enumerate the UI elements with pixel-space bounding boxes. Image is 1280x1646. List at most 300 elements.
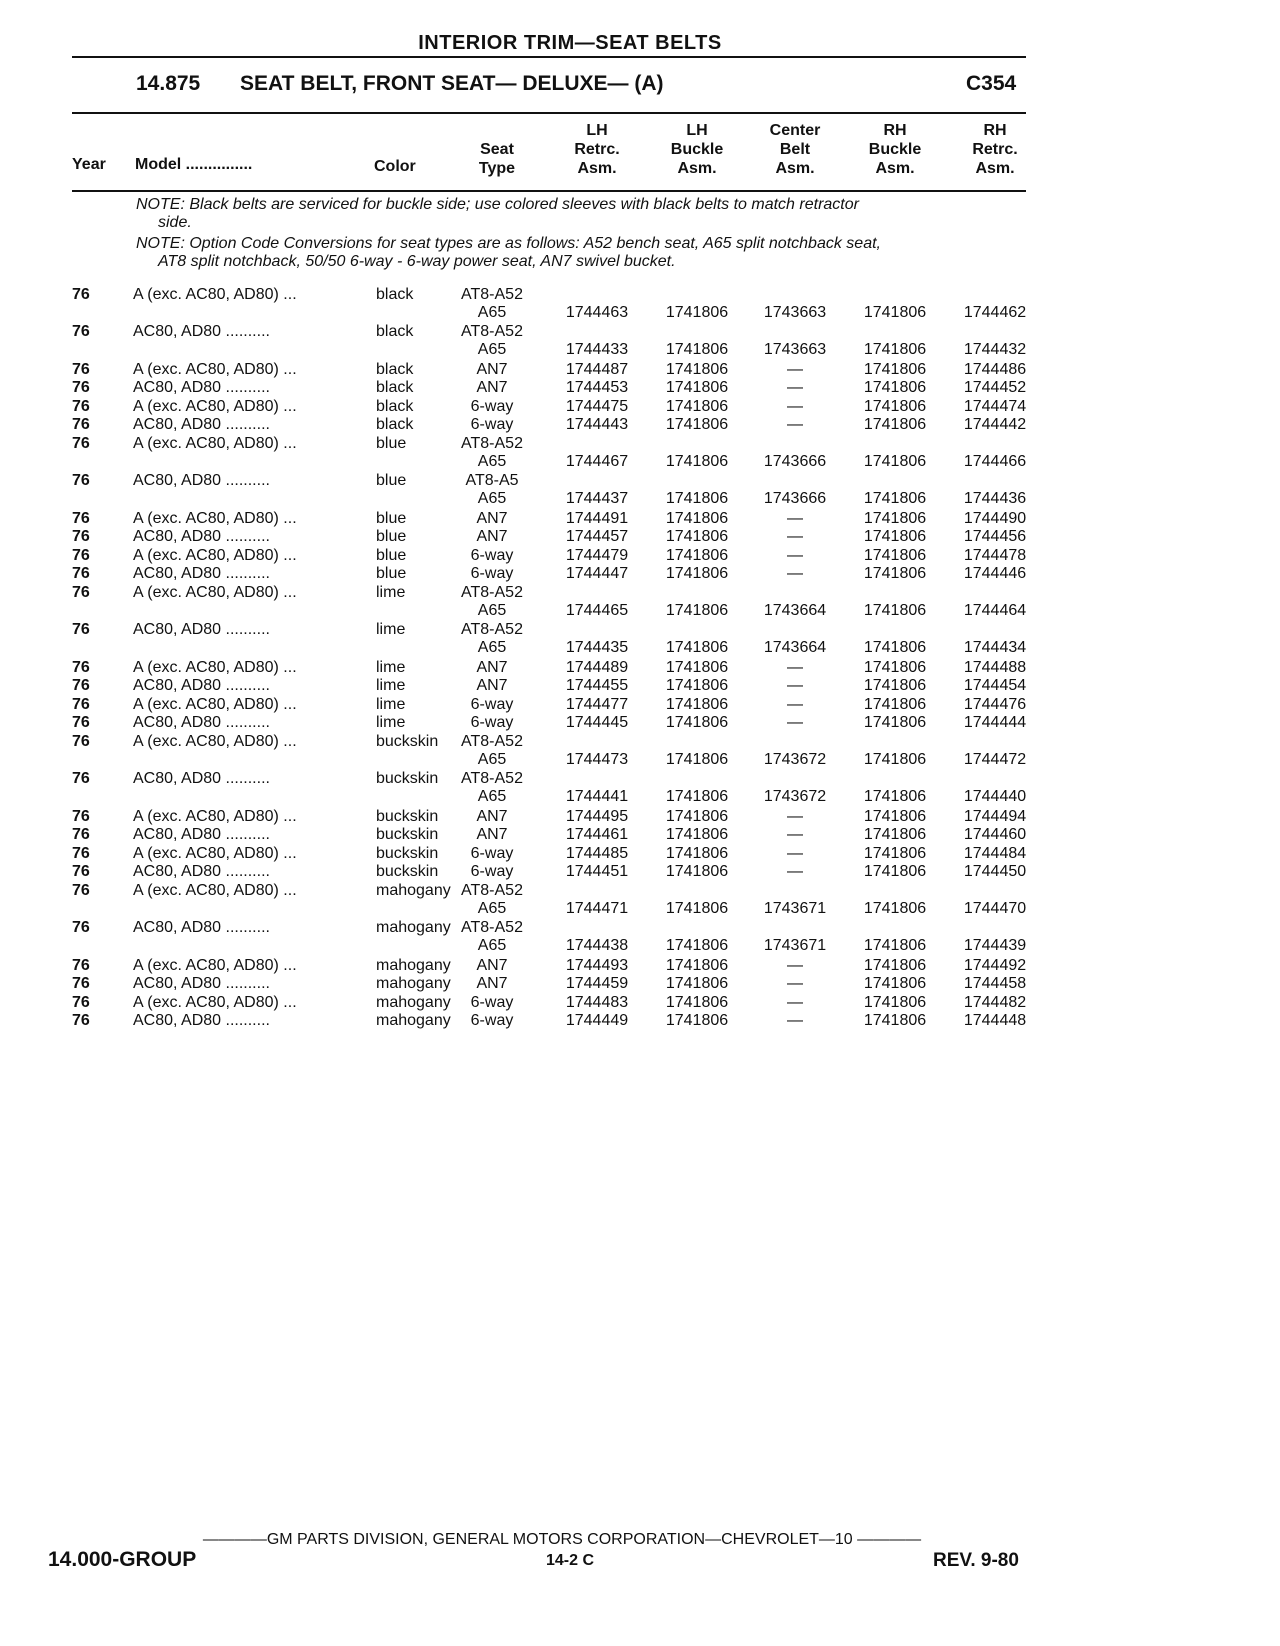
row-model: A (exc. AC80, AD80) ... <box>133 882 297 899</box>
note-line: side. <box>158 214 192 231</box>
table-row <box>0 323 1280 359</box>
row-center-belt: — <box>787 826 803 844</box>
row-color: blue <box>376 435 407 452</box>
row-lh-retractor: 1744438 <box>565 937 629 955</box>
table-row <box>0 286 1280 322</box>
col-lh-retrc: LH Retrc. Asm. <box>574 122 620 177</box>
row-lh-retractor: 1744435 <box>565 639 629 657</box>
row-color: mahogany <box>376 882 451 899</box>
row-color: lime <box>376 695 406 713</box>
row-year: 76 <box>72 658 90 676</box>
row-center-belt: — <box>787 360 803 378</box>
row-rh-retractor: 1744439 <box>963 937 1027 955</box>
row-year: 76 <box>72 956 90 974</box>
col-rh-retrc: RH Retrc. Asm. <box>972 122 1018 177</box>
row-seat-type-alt: A65 <box>477 788 507 806</box>
row-lh-retractor: 1744465 <box>565 602 629 619</box>
row-seat-type: AN7 <box>476 807 508 825</box>
row-lh-retractor: 1744451 <box>565 863 629 881</box>
row-lh-buckle: 1741806 <box>665 714 729 732</box>
row-lh-buckle: 1741806 <box>665 304 729 321</box>
footer-line: ————GM PARTS DIVISION, GENERAL MOTORS CORPORATION—CHEVROLET—10 ———— <box>202 1531 922 1548</box>
row-color: mahogany <box>376 919 451 937</box>
row-color: buckskin <box>376 826 439 844</box>
row-model: A (exc. AC80, AD80) ... <box>133 286 297 303</box>
row-color: mahogany <box>376 975 451 993</box>
row-rh-retractor: 1744454 <box>963 677 1027 695</box>
row-rh-retractor: 1744450 <box>963 863 1027 881</box>
row-rh-retractor: 1744478 <box>963 546 1027 564</box>
row-lh-retractor: 1744483 <box>565 993 629 1011</box>
row-color: blue <box>376 528 407 546</box>
row-lh-retractor: 1744463 <box>565 304 629 321</box>
row-rh-buckle: 1741806 <box>863 304 927 321</box>
row-rh-buckle: 1741806 <box>863 695 927 713</box>
row-center-belt: — <box>787 807 803 825</box>
row-rh-buckle: 1741806 <box>863 993 927 1011</box>
row-color: lime <box>376 714 406 732</box>
row-color: blue <box>376 565 407 583</box>
row-lh-buckle: 1741806 <box>665 695 729 713</box>
row-seat-type: AT8-A52 <box>461 882 523 899</box>
row-model: A (exc. AC80, AD80) ... <box>133 509 297 527</box>
row-center-belt: — <box>787 509 803 527</box>
row-color: mahogany <box>376 993 451 1011</box>
row-color: blue <box>376 509 407 527</box>
row-lh-buckle: 1741806 <box>665 379 729 397</box>
table-row <box>0 919 1280 955</box>
row-year: 76 <box>72 360 90 378</box>
row-color: buckskin <box>376 844 439 862</box>
row-model: AC80, AD80 .......... <box>133 621 270 639</box>
row-lh-retractor: 1744477 <box>565 695 629 713</box>
row-year: 76 <box>72 286 90 303</box>
row-lh-buckle: 1741806 <box>665 397 729 415</box>
row-rh-buckle: 1741806 <box>863 677 927 695</box>
row-rh-retractor: 1744490 <box>963 509 1027 527</box>
row-lh-retractor: 1744467 <box>565 453 629 470</box>
row-rh-retractor: 1744488 <box>963 658 1027 676</box>
row-rh-retractor: 1744472 <box>963 751 1027 768</box>
row-lh-buckle: 1741806 <box>665 453 729 470</box>
row-rh-buckle: 1741806 <box>863 360 927 378</box>
row-rh-retractor: 1744434 <box>963 639 1027 657</box>
row-seat-type: AT8-A52 <box>461 435 523 452</box>
row-model: A (exc. AC80, AD80) ... <box>133 695 297 713</box>
row-model: AC80, AD80 .......... <box>133 528 270 546</box>
row-lh-buckle: 1741806 <box>665 956 729 974</box>
row-color: blue <box>376 472 407 490</box>
row-year: 76 <box>72 528 90 546</box>
footer-page-number: 14-2 C <box>545 1552 595 1569</box>
row-rh-buckle: 1741806 <box>863 639 927 657</box>
row-color: blue <box>376 546 407 564</box>
row-model: AC80, AD80 .......... <box>133 714 270 732</box>
row-color: buckskin <box>376 770 439 788</box>
col-lh-buckle: LH Buckle Asm. <box>670 122 724 177</box>
col-color: Color <box>374 158 416 175</box>
col-rh-buckle: RH Buckle Asm. <box>868 122 922 177</box>
row-lh-retractor: 1744433 <box>565 341 629 359</box>
row-model: A (exc. AC80, AD80) ... <box>133 435 297 452</box>
row-year: 76 <box>72 993 90 1011</box>
row-model: AC80, AD80 .......... <box>133 1012 270 1030</box>
row-model: AC80, AD80 .......... <box>133 919 270 937</box>
footer-group: 14.000-GROUP <box>48 1548 197 1571</box>
row-rh-buckle: 1741806 <box>863 751 927 768</box>
row-rh-buckle: 1741806 <box>863 341 927 359</box>
row-lh-buckle: 1741806 <box>665 509 729 527</box>
row-year: 76 <box>72 882 90 899</box>
row-model: AC80, AD80 .......... <box>133 975 270 993</box>
row-center-belt: 1743663 <box>763 341 827 359</box>
row-rh-buckle: 1741806 <box>863 900 927 917</box>
row-rh-retractor: 1744452 <box>963 379 1027 397</box>
row-seat-type-alt: A65 <box>477 751 507 768</box>
row-center-belt: — <box>787 956 803 974</box>
row-center-belt: 1743666 <box>763 453 827 470</box>
row-seat-type: AN7 <box>476 658 508 676</box>
row-seat-type: AN7 <box>476 379 508 397</box>
row-model: A (exc. AC80, AD80) ... <box>133 956 297 974</box>
row-year: 76 <box>72 770 90 788</box>
col-model: Model ............... <box>135 156 253 173</box>
row-rh-retractor: 1744446 <box>963 565 1027 583</box>
item-title: SEAT BELT, FRONT SEAT— DELUXE— (A) <box>240 72 664 95</box>
row-seat-type: AN7 <box>476 826 508 844</box>
row-seat-type-alt: A65 <box>477 937 507 955</box>
row-rh-buckle: 1741806 <box>863 788 927 806</box>
note-line: NOTE: Option Code Conversions for seat types are as follows: A52 bench seat, A65 split notchback seat, <box>136 235 881 252</box>
row-seat-type: 6-way <box>470 1012 514 1030</box>
row-model: AC80, AD80 .......... <box>133 416 270 434</box>
row-lh-buckle: 1741806 <box>665 677 729 695</box>
row-rh-retractor: 1744442 <box>963 416 1027 434</box>
row-center-belt: — <box>787 528 803 546</box>
row-lh-buckle: 1741806 <box>665 863 729 881</box>
row-rh-buckle: 1741806 <box>863 844 927 862</box>
section-title: INTERIOR TRIM—SEAT BELTS <box>418 32 722 54</box>
row-seat-type-alt: A65 <box>477 341 507 359</box>
row-lh-buckle: 1741806 <box>665 602 729 619</box>
table-row <box>0 770 1280 806</box>
row-seat-type: 6-way <box>470 695 514 713</box>
row-lh-retractor: 1744443 <box>565 416 629 434</box>
row-year: 76 <box>72 584 90 601</box>
row-center-belt: — <box>787 714 803 732</box>
row-lh-buckle: 1741806 <box>665 360 729 378</box>
row-rh-retractor: 1744470 <box>963 900 1027 917</box>
col-seat-type: Seat Type <box>478 141 516 177</box>
row-lh-buckle: 1741806 <box>665 658 729 676</box>
row-rh-retractor: 1744462 <box>963 304 1027 321</box>
footer-revision: REV. 9-80 <box>933 1550 1019 1571</box>
note-black-belts <box>136 196 1016 232</box>
row-center-belt: — <box>787 379 803 397</box>
row-rh-retractor: 1744458 <box>963 975 1027 993</box>
row-lh-retractor: 1744489 <box>565 658 629 676</box>
note-line: AT8 split notchback, 50/50 6-way - 6-way power seat, AN7 swivel bucket. <box>158 253 676 270</box>
header-rule-top <box>72 56 1026 58</box>
row-year: 76 <box>72 621 90 639</box>
row-seat-type: AN7 <box>476 975 508 993</box>
row-model: A (exc. AC80, AD80) ... <box>133 733 297 750</box>
row-rh-buckle: 1741806 <box>863 658 927 676</box>
row-center-belt: — <box>787 1012 803 1030</box>
row-lh-buckle: 1741806 <box>665 565 729 583</box>
row-year: 76 <box>72 863 90 881</box>
row-year: 76 <box>72 1012 90 1030</box>
row-year: 76 <box>72 807 90 825</box>
table-row <box>0 472 1280 508</box>
row-lh-retractor: 1744437 <box>565 490 629 508</box>
row-rh-retractor: 1744440 <box>963 788 1027 806</box>
row-lh-retractor: 1744453 <box>565 379 629 397</box>
row-lh-retractor: 1744495 <box>565 807 629 825</box>
row-seat-type: AT8-A52 <box>461 584 523 601</box>
row-lh-retractor: 1744493 <box>565 956 629 974</box>
row-year: 76 <box>72 826 90 844</box>
row-lh-buckle: 1741806 <box>665 993 729 1011</box>
row-rh-buckle: 1741806 <box>863 863 927 881</box>
row-rh-buckle: 1741806 <box>863 956 927 974</box>
row-seat-type-alt: A65 <box>477 490 507 508</box>
row-year: 76 <box>72 472 90 490</box>
row-seat-type: 6-way <box>470 863 514 881</box>
row-lh-buckle: 1741806 <box>665 975 729 993</box>
row-color: black <box>376 360 414 378</box>
row-lh-buckle: 1741806 <box>665 844 729 862</box>
table-row <box>0 1012 1280 1048</box>
note-option-codes <box>136 235 1016 271</box>
row-rh-buckle: 1741806 <box>863 1012 927 1030</box>
row-rh-retractor: 1744494 <box>963 807 1027 825</box>
row-seat-type: AN7 <box>476 360 508 378</box>
row-rh-retractor: 1744476 <box>963 695 1027 713</box>
row-center-belt: — <box>787 993 803 1011</box>
row-color: black <box>376 323 414 341</box>
table-rule-header <box>72 190 1026 192</box>
row-year: 76 <box>72 397 90 415</box>
row-center-belt: — <box>787 677 803 695</box>
row-center-belt: — <box>787 658 803 676</box>
row-rh-retractor: 1744486 <box>963 360 1027 378</box>
row-model: AC80, AD80 .......... <box>133 826 270 844</box>
row-color: black <box>376 379 414 397</box>
row-rh-buckle: 1741806 <box>863 453 927 470</box>
row-seat-type: AN7 <box>476 677 508 695</box>
row-model: AC80, AD80 .......... <box>133 770 270 788</box>
note-line: NOTE: Black belts are serviced for buckle side; use colored sleeves with black belts to match retractor <box>136 196 859 213</box>
row-center-belt: — <box>787 975 803 993</box>
row-lh-retractor: 1744487 <box>565 360 629 378</box>
row-lh-buckle: 1741806 <box>665 1012 729 1030</box>
row-color: lime <box>376 584 406 601</box>
row-model: AC80, AD80 .......... <box>133 379 270 397</box>
row-center-belt: 1743664 <box>763 639 827 657</box>
row-model: AC80, AD80 .......... <box>133 472 270 490</box>
row-lh-retractor: 1744479 <box>565 546 629 564</box>
row-lh-buckle: 1741806 <box>665 807 729 825</box>
row-lh-buckle: 1741806 <box>665 900 729 917</box>
row-color: black <box>376 416 414 434</box>
row-seat-type-alt: A65 <box>477 453 507 470</box>
row-rh-buckle: 1741806 <box>863 528 927 546</box>
row-seat-type-alt: A65 <box>477 602 507 619</box>
row-model: A (exc. AC80, AD80) ... <box>133 546 297 564</box>
table-row <box>0 733 1280 769</box>
row-lh-buckle: 1741806 <box>665 416 729 434</box>
row-lh-buckle: 1741806 <box>665 639 729 657</box>
row-rh-retractor: 1744460 <box>963 826 1027 844</box>
row-year: 76 <box>72 975 90 993</box>
row-model: A (exc. AC80, AD80) ... <box>133 658 297 676</box>
table-row <box>0 435 1280 471</box>
row-seat-type: AT8-A52 <box>461 770 523 788</box>
row-model: A (exc. AC80, AD80) ... <box>133 360 297 378</box>
row-rh-retractor: 1744448 <box>963 1012 1027 1030</box>
row-center-belt: 1743672 <box>763 751 827 768</box>
row-seat-type: 6-way <box>470 844 514 862</box>
row-lh-retractor: 1744441 <box>565 788 629 806</box>
row-rh-buckle: 1741806 <box>863 397 927 415</box>
row-rh-retractor: 1744484 <box>963 844 1027 862</box>
row-lh-retractor: 1744491 <box>565 509 629 527</box>
row-color: mahogany <box>376 956 451 974</box>
row-lh-buckle: 1741806 <box>665 528 729 546</box>
row-model: AC80, AD80 .......... <box>133 863 270 881</box>
row-rh-buckle: 1741806 <box>863 509 927 527</box>
row-rh-retractor: 1744432 <box>963 341 1027 359</box>
row-rh-buckle: 1741806 <box>863 826 927 844</box>
row-lh-retractor: 1744471 <box>565 900 629 917</box>
row-year: 76 <box>72 844 90 862</box>
row-seat-type-alt: A65 <box>477 900 507 917</box>
row-center-belt: — <box>787 863 803 881</box>
row-seat-type: AN7 <box>476 528 508 546</box>
row-year: 76 <box>72 677 90 695</box>
row-year: 76 <box>72 919 90 937</box>
row-seat-type: AT8-A52 <box>461 621 523 639</box>
row-seat-type: 6-way <box>470 565 514 583</box>
row-rh-buckle: 1741806 <box>863 807 927 825</box>
col-year: Year <box>72 156 106 173</box>
row-rh-buckle: 1741806 <box>863 546 927 564</box>
row-rh-retractor: 1744456 <box>963 528 1027 546</box>
row-seat-type: 6-way <box>470 546 514 564</box>
row-center-belt: — <box>787 546 803 564</box>
row-rh-buckle: 1741806 <box>863 490 927 508</box>
row-year: 76 <box>72 733 90 750</box>
row-seat-type: AT8-A52 <box>461 286 523 303</box>
row-seat-type: AN7 <box>476 956 508 974</box>
row-model: A (exc. AC80, AD80) ... <box>133 584 297 601</box>
row-seat-type: 6-way <box>470 397 514 415</box>
row-year: 76 <box>72 695 90 713</box>
row-color: buckskin <box>376 863 439 881</box>
row-seat-type-alt: A65 <box>477 304 507 321</box>
row-center-belt: — <box>787 695 803 713</box>
row-color: buckskin <box>376 807 439 825</box>
row-lh-buckle: 1741806 <box>665 490 729 508</box>
row-seat-type: AT8-A5 <box>465 472 519 490</box>
row-rh-retractor: 1744436 <box>963 490 1027 508</box>
row-rh-buckle: 1741806 <box>863 937 927 955</box>
row-model: A (exc. AC80, AD80) ... <box>133 993 297 1011</box>
row-rh-buckle: 1741806 <box>863 602 927 619</box>
row-rh-buckle: 1741806 <box>863 714 927 732</box>
table-row <box>0 584 1280 620</box>
row-lh-retractor: 1744447 <box>565 565 629 583</box>
row-color: buckskin <box>376 733 439 750</box>
row-rh-buckle: 1741806 <box>863 975 927 993</box>
row-lh-buckle: 1741806 <box>665 826 729 844</box>
row-lh-retractor: 1744457 <box>565 528 629 546</box>
row-year: 76 <box>72 416 90 434</box>
row-rh-buckle: 1741806 <box>863 416 927 434</box>
row-year: 76 <box>72 565 90 583</box>
row-rh-retractor: 1744464 <box>963 602 1027 619</box>
row-center-belt: 1743672 <box>763 788 827 806</box>
row-center-belt: 1743664 <box>763 602 827 619</box>
row-lh-retractor: 1744461 <box>565 826 629 844</box>
row-lh-retractor: 1744445 <box>565 714 629 732</box>
row-seat-type: AT8-A52 <box>461 733 523 750</box>
row-rh-retractor: 1744482 <box>963 993 1027 1011</box>
row-lh-retractor: 1744459 <box>565 975 629 993</box>
item-code: C354 <box>966 72 1017 95</box>
row-rh-buckle: 1741806 <box>863 565 927 583</box>
row-color: mahogany <box>376 1012 451 1030</box>
row-rh-retractor: 1744474 <box>963 397 1027 415</box>
row-model: A (exc. AC80, AD80) ... <box>133 844 297 862</box>
table-row <box>0 882 1280 918</box>
row-center-belt: 1743666 <box>763 490 827 508</box>
row-lh-retractor: 1744475 <box>565 397 629 415</box>
row-model: AC80, AD80 .......... <box>133 323 270 341</box>
row-center-belt: — <box>787 565 803 583</box>
row-lh-retractor: 1744485 <box>565 844 629 862</box>
col-center-belt: Center Belt Asm. <box>769 122 821 177</box>
row-lh-retractor: 1744449 <box>565 1012 629 1030</box>
row-seat-type-alt: A65 <box>477 639 507 657</box>
row-center-belt: 1743671 <box>763 900 827 917</box>
row-model: A (exc. AC80, AD80) ... <box>133 397 297 415</box>
row-lh-buckle: 1741806 <box>665 788 729 806</box>
row-color: lime <box>376 677 406 695</box>
row-rh-retractor: 1744466 <box>963 453 1027 470</box>
row-center-belt: 1743671 <box>763 937 827 955</box>
row-rh-retractor: 1744492 <box>963 956 1027 974</box>
row-lh-buckle: 1741806 <box>665 751 729 768</box>
row-lh-retractor: 1744455 <box>565 677 629 695</box>
row-seat-type: AT8-A52 <box>461 323 523 341</box>
row-lh-buckle: 1741806 <box>665 546 729 564</box>
row-model: AC80, AD80 .......... <box>133 677 270 695</box>
row-lh-retractor: 1744473 <box>565 751 629 768</box>
row-rh-buckle: 1741806 <box>863 379 927 397</box>
row-color: lime <box>376 621 406 639</box>
row-seat-type: 6-way <box>470 416 514 434</box>
row-year: 76 <box>72 546 90 564</box>
row-color: black <box>376 286 414 303</box>
row-color: black <box>376 397 414 415</box>
row-seat-type: AN7 <box>476 509 508 527</box>
row-year: 76 <box>72 379 90 397</box>
row-model: A (exc. AC80, AD80) ... <box>133 807 297 825</box>
row-lh-buckle: 1741806 <box>665 341 729 359</box>
row-seat-type: 6-way <box>470 993 514 1011</box>
